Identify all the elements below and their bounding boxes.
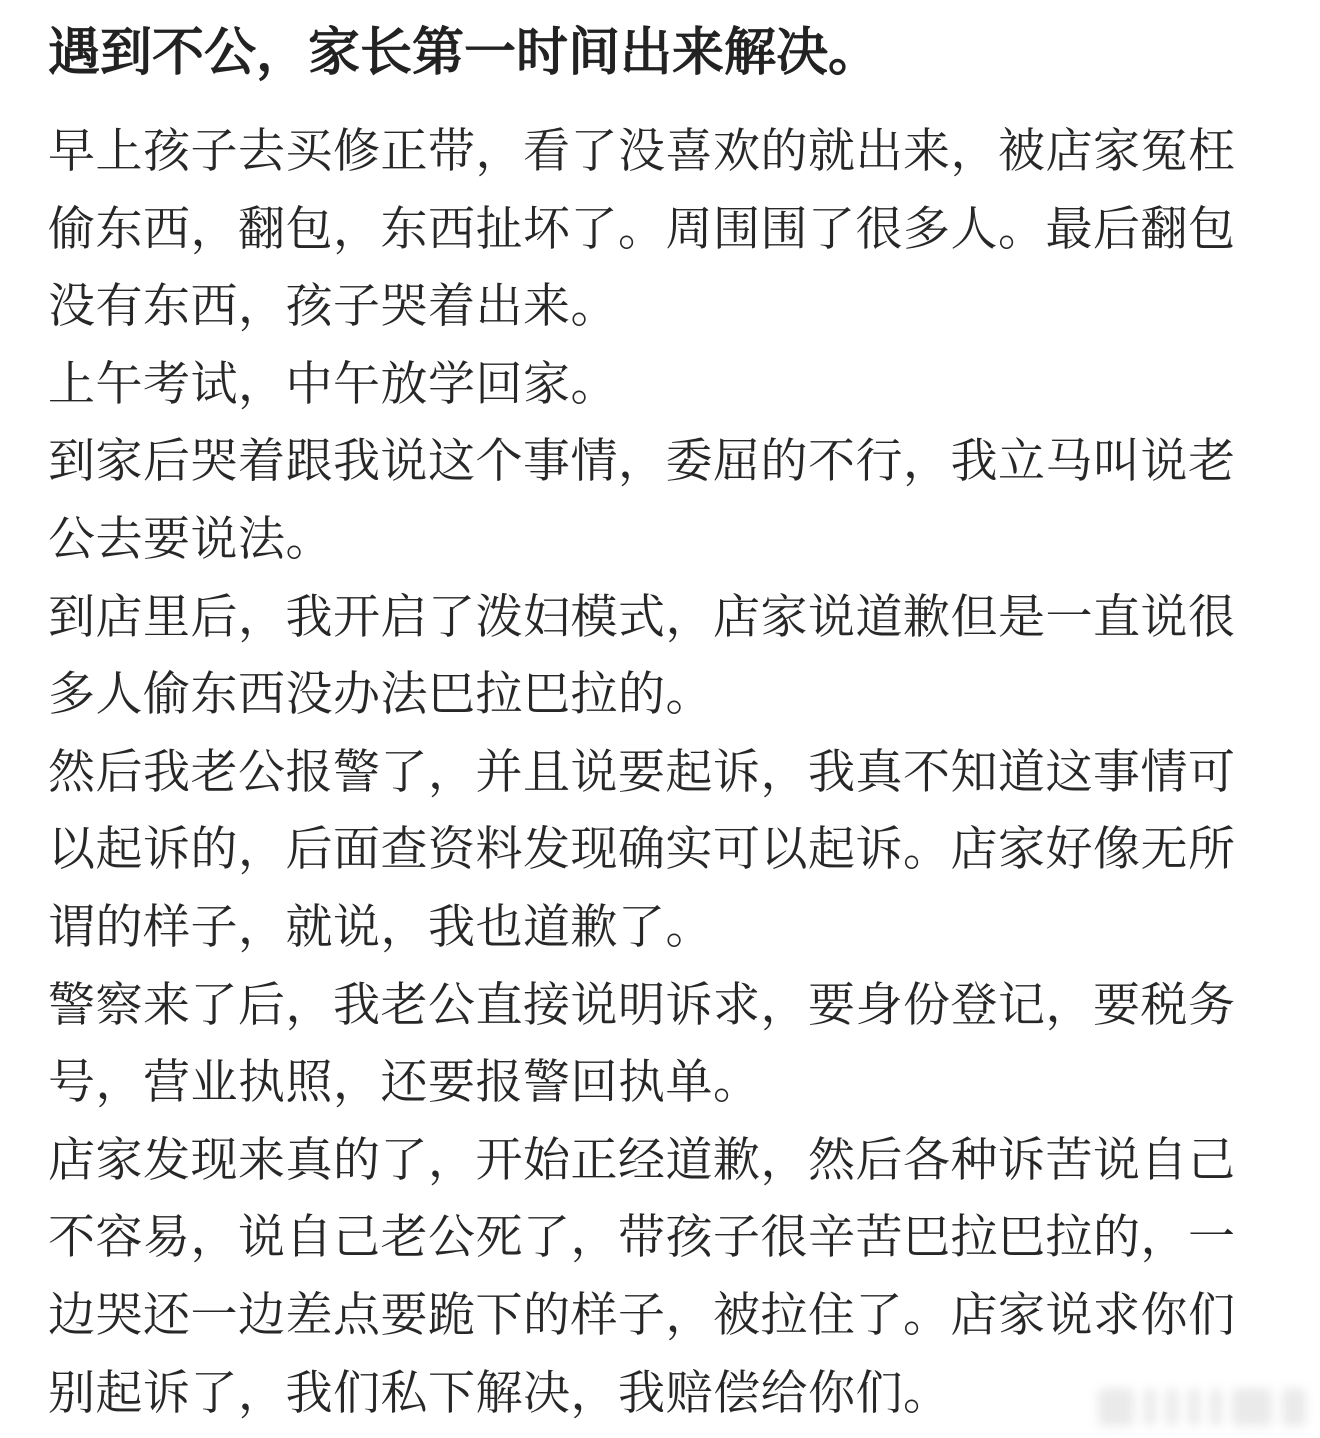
text-line-p5-3: 谓的样子，就说，我也道歉了。 (48, 899, 713, 953)
watermark-mark (1166, 1388, 1178, 1426)
watermark-mark (1098, 1388, 1134, 1426)
text-line-p1-3: 没有东西，孩子哭着出来。 (48, 279, 618, 333)
watermark-mark (1188, 1388, 1200, 1426)
text-line-p3-2: 公去要说法。 (48, 511, 333, 565)
text-line-p7-3: 边哭还一边差点要跪下的样子，被拉住了。店家说求你们 (48, 1287, 1236, 1341)
text-line-p5-2: 以起诉的，后面查资料发现确实可以起诉。店家好像无所 (48, 822, 1236, 876)
watermark-mark (1210, 1388, 1222, 1426)
text-line-p5-1: 然后我老公报警了，并且说要起诉，我真不知道这事情可 (48, 744, 1236, 798)
blurred-watermark-icon (1098, 1388, 1306, 1426)
watermark-mark (1282, 1388, 1306, 1426)
text-line-p4-2: 多人偷东西没办法巴拉巴拉的。 (48, 667, 713, 721)
text-line-p4-1: 到店里后，我开启了泼妇模式，店家说道歉但是一直说很 (48, 589, 1236, 643)
post-body (48, 112, 1272, 1431)
text-line-p6-2: 号，营业执照，还要报警回执单。 (48, 1055, 761, 1109)
watermark-mark (1232, 1388, 1272, 1426)
text-line-p1-2: 偷东西，翻包，东西扯坏了。周围围了很多人。最后翻包 (48, 201, 1236, 255)
post-title: 遇到不公，家长第一时间出来解决。 (48, 24, 881, 82)
text-line-p2-1: 上午考试，中午放学回家。 (48, 356, 618, 410)
text-line-p1-1: 早上孩子去买修正带，看了没喜欢的就出来，被店家冤枉 (48, 124, 1236, 177)
text-line-p7-4: 别起诉了，我们私下解决，我赔偿给你们。 (48, 1365, 951, 1419)
text-line-p6-1: 警察来了后，我老公直接说明诉求，要身份登记，要税务 (48, 977, 1236, 1031)
watermark-mark (1144, 1388, 1156, 1426)
text-line-p7-1: 店家发现来真的了，开始正经道歉，然后各种诉苦说自己 (48, 1132, 1236, 1186)
text-line-p7-2: 不容易，说自己老公死了，带孩子很辛苦巴拉巴拉的，一 (48, 1210, 1236, 1264)
text-line-p3-1: 到家后哭着跟我说这个事情，委屈的不行，我立马叫说老 (48, 434, 1236, 488)
